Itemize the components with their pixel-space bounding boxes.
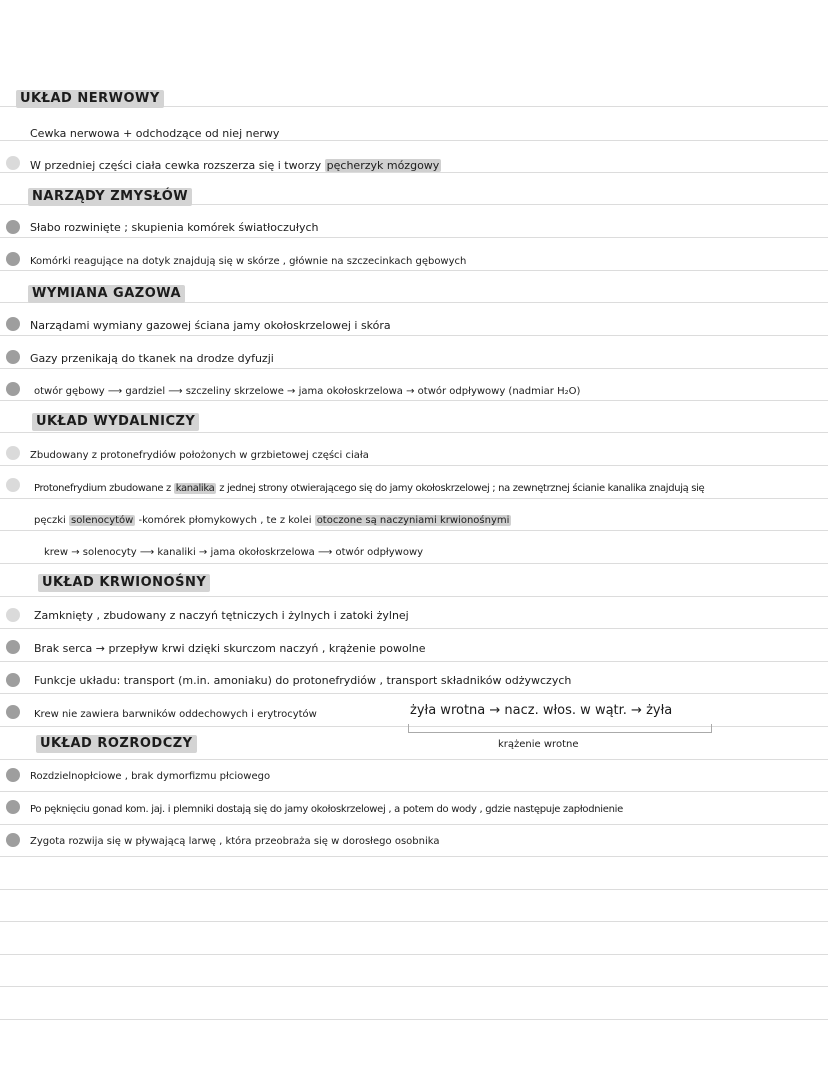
bullet-dot (6, 382, 20, 396)
bullet-dot (6, 478, 20, 492)
bullet-dot (6, 640, 20, 654)
bullet-dot (6, 673, 20, 687)
heading-uklad-nerwowy: UKŁAD NERWOWY (16, 90, 164, 108)
bullet-dot (6, 317, 20, 331)
gazowa-line-3: otwór gębowy ⟶ gardziel ⟶ szczeliny skrzelowe → jama okołoskrzelowa → otwór odpływowy (nadmiar H₂O) (34, 386, 581, 397)
wydalniczy-line-2: Protonefrydium zbudowane z kanalika z jednej strony otwierającego się do jamy okołoskrzelowej ; na zewnętrznej ścianie kanalika znajdują się (34, 483, 705, 494)
bullet-dot (6, 220, 20, 234)
bullet-dot (6, 833, 20, 847)
bullet-dot (6, 608, 20, 622)
brace-line (408, 724, 712, 733)
krwionosny-line-2: Brak serca → przepływ krwi dzięki skurczom naczyń , krążenie powolne (34, 642, 426, 655)
krwionosny-flow-label: krążenie wrotne (498, 739, 579, 750)
krwionosny-line-4: Krew nie zawiera barwników oddechowych i erytrocytów (34, 709, 317, 720)
heading-narzady-zmyslow: NARZĄDY ZMYSŁÓW (28, 188, 192, 206)
nerwowy-line-1: Cewka nerwowa + odchodzące od niej nerwy (30, 127, 280, 140)
heading-uklad-wydalniczy: UKŁAD WYDALNICZY (32, 413, 199, 431)
heading-uklad-krwionosny: UKŁAD KRWIONOŚNY (38, 574, 210, 592)
wydalniczy-line-4: krew → solenocyty ⟶ kanaliki → jama okołoskrzelowa ⟶ otwór odpływowy (44, 547, 424, 558)
krwionosny-line-1: Zamknięty , zbudowany z naczyń tętniczych i żylnych i zatoki żylnej (34, 609, 409, 622)
bullet-dot (6, 705, 20, 719)
wydalniczy-line-3: pęczki solenocytów -komórek płomykowych , te z kolei otoczone są naczyniami krwionośnymi (34, 515, 510, 526)
zmyslow-line-1: Słabo rozwinięte ; skupienia komórek światłoczułych (30, 221, 319, 234)
wydalniczy-line-1: Zbudowany z protonefrydiów położonych w grzbietowej części ciała (30, 450, 369, 461)
gazowa-line-2: Gazy przenikają do tkanek na drodze dyfuzji (30, 352, 274, 365)
rozrodczy-line-2: Po pęknięciu gonad kom. jaj. i plemniki dostają się do jamy okołoskrzelowej , a potem do wody , gdzie następuje zapłodnienie (30, 804, 623, 815)
bullet-dot (6, 446, 20, 460)
bullet-dot (6, 350, 20, 364)
bullet-dot (6, 768, 20, 782)
gazowa-line-1: Narządami wymiany gazowej ściana jamy okołoskrzelowej i skóra (30, 319, 391, 332)
heading-uklad-rozrodczy: UKŁAD ROZRODCZY (36, 735, 197, 753)
nerwowy-line-2: W przedniej części ciała cewka rozszerza się i tworzy pęcherzyk mózgowy (30, 159, 440, 172)
zmyslow-line-2: Komórki reagujące na dotyk znajdują się w skórze , głównie na szczecinkach gębowych (30, 256, 467, 267)
bullet-dot (6, 800, 20, 814)
bullet-dot (6, 156, 20, 170)
rozrodczy-line-3: Zygota rozwija się w pływającą larwę , która przeobraża się w dorosłego osobnika (30, 836, 440, 847)
rozrodczy-line-1: Rozdzielnopłciowe , brak dymorfizmu płciowego (30, 771, 271, 782)
krwionosny-line-3: Funkcje układu: transport (m.in. amoniaku) do protonefrydiów , transport składników odżywczych (34, 674, 572, 687)
heading-wymiana-gazowa: WYMIANA GAZOWA (28, 285, 185, 303)
krwionosny-flow: żyła wrotna → nacz. włos. w wątr. → żyła (410, 703, 673, 718)
bullet-dot (6, 252, 20, 266)
